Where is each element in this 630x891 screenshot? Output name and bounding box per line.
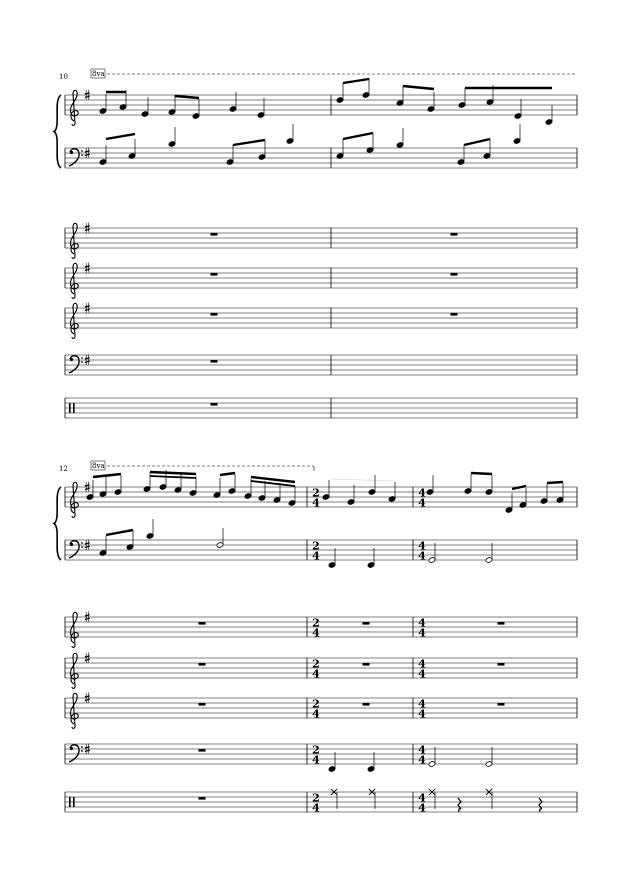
treble-clef-icon <box>71 653 79 688</box>
whole-rest-icon <box>211 313 218 316</box>
note-head <box>99 536 107 556</box>
bass-clef-icon <box>69 356 83 373</box>
time-signature-denominator: 4 <box>312 496 320 510</box>
staff-2 <box>65 148 577 169</box>
beam <box>220 473 235 475</box>
whole-rest-icon <box>363 703 370 706</box>
whole-rest-icon <box>498 703 505 706</box>
time-signature-numerator: 4 <box>418 743 426 757</box>
note-head <box>519 488 527 508</box>
whole-rest-icon <box>451 273 458 276</box>
beam <box>471 473 492 474</box>
note-head <box>367 752 375 772</box>
time-signature-numerator: 2 <box>312 616 320 630</box>
ottava-label: 8va <box>92 70 105 78</box>
treble-clef-icon <box>71 693 79 728</box>
note-head <box>228 474 236 494</box>
beam <box>93 474 121 477</box>
treble-clef-icon <box>71 482 79 517</box>
piano-rh-notes <box>99 78 553 125</box>
time-signature-denominator: 4 <box>312 801 320 815</box>
note-head <box>146 519 154 539</box>
staff-3 <box>65 612 577 648</box>
time-signature-numerator: 2 <box>312 791 320 805</box>
whole-rest-icon <box>451 313 458 316</box>
note-head <box>513 124 521 144</box>
percussion-notes <box>331 789 542 812</box>
whole-rest-icon <box>211 360 218 363</box>
whole-rest-icon <box>451 233 458 236</box>
whole-rest-icon <box>199 703 206 706</box>
staff-5 <box>65 693 577 729</box>
whole-rest-icon <box>363 663 370 666</box>
time-signature-numerator: 4 <box>418 486 426 500</box>
time-signature-denominator: 4 <box>418 549 426 563</box>
staff-1 <box>65 90 577 126</box>
beam <box>343 79 369 83</box>
staff-4 <box>65 653 577 689</box>
note-head <box>174 473 182 493</box>
note-head <box>505 493 513 513</box>
note-head <box>368 475 376 495</box>
bass-clef-icon <box>69 745 83 762</box>
staff-6 <box>65 355 577 376</box>
note-head <box>99 94 107 114</box>
staff-1 <box>65 482 577 518</box>
note-head <box>86 480 94 500</box>
note-head <box>128 139 136 159</box>
ottava-mark <box>91 461 314 471</box>
piano-lh-notes <box>99 124 521 165</box>
piano-lh-notes <box>99 519 493 568</box>
beam <box>106 134 135 139</box>
time-signature-denominator: 4 <box>418 626 426 640</box>
note-head <box>114 475 122 495</box>
note-head <box>428 543 436 563</box>
beam <box>175 96 199 98</box>
beam <box>150 476 196 478</box>
note-head <box>168 127 176 147</box>
time-signature-numerator: 4 <box>418 791 426 805</box>
time-signature-denominator: 4 <box>312 667 320 681</box>
beam <box>512 486 526 489</box>
time-signature-numerator: 4 <box>418 539 426 553</box>
note-head <box>458 88 466 108</box>
note-head <box>556 483 564 503</box>
beam <box>403 86 434 89</box>
staff-3 <box>65 223 577 259</box>
note-head <box>426 475 434 495</box>
whole-rest-icon <box>211 273 218 276</box>
note-head <box>328 752 336 772</box>
whole-rest-icon <box>498 622 505 625</box>
ottava-label: 8va <box>92 462 105 470</box>
note-head <box>189 476 197 496</box>
measure-number: 10 <box>59 73 68 81</box>
note-head <box>336 83 344 103</box>
time-signature-denominator: 4 <box>312 753 320 767</box>
treble-clef-icon <box>71 90 79 125</box>
treble-clef-icon <box>71 263 79 298</box>
staff-6 <box>65 744 577 767</box>
time-signature-denominator: 4 <box>418 496 426 510</box>
beam <box>343 133 373 139</box>
note-head <box>143 472 151 492</box>
time-signature-numerator: 2 <box>312 539 320 553</box>
time-signature-numerator: 2 <box>312 743 320 757</box>
beam <box>233 140 265 145</box>
note-head <box>213 478 221 498</box>
staff-4 <box>65 263 577 299</box>
note-head <box>464 474 472 494</box>
staff-7 <box>65 398 577 418</box>
note-head <box>244 479 252 499</box>
note-head <box>273 483 281 503</box>
time-signature-numerator: 2 <box>312 697 320 711</box>
note-head <box>192 99 200 119</box>
note-head <box>258 481 266 501</box>
system-2 <box>54 461 577 815</box>
whole-rest-icon <box>211 403 218 406</box>
treble-clef-icon <box>71 303 79 338</box>
quarter-rest-icon <box>539 798 542 812</box>
time-signature-denominator: 4 <box>418 753 426 767</box>
whole-rest-icon <box>199 797 206 800</box>
note-head <box>288 486 296 506</box>
whole-rest-icon <box>199 622 206 625</box>
staff-5 <box>65 303 577 339</box>
treble-clef-icon <box>71 223 79 258</box>
note-head <box>286 124 294 144</box>
note-head <box>485 543 493 563</box>
staff-2 <box>65 540 577 563</box>
time-signature-numerator: 4 <box>418 616 426 630</box>
whole-rest-icon <box>363 622 370 625</box>
staff-7 <box>65 792 577 815</box>
note-head <box>258 140 266 160</box>
note-head <box>514 99 522 119</box>
measure-number: 12 <box>59 465 68 473</box>
note-head <box>336 139 344 159</box>
time-signature-numerator: 2 <box>312 486 320 500</box>
note-head <box>396 86 404 106</box>
beam <box>547 482 563 483</box>
time-signature-denominator: 4 <box>418 801 426 815</box>
beam <box>150 472 196 474</box>
time-signature-numerator: 4 <box>418 657 426 671</box>
note-head <box>257 98 265 118</box>
beam <box>329 479 395 481</box>
note-head <box>428 747 436 767</box>
time-signature-denominator: 4 <box>312 707 320 721</box>
whole-rest-icon <box>199 749 206 752</box>
note-head <box>367 548 375 568</box>
whole-rest-icon <box>199 663 206 666</box>
note-head <box>483 139 491 159</box>
ottava-mark <box>91 69 577 78</box>
beam <box>106 530 133 535</box>
bass-part-notes <box>328 747 493 772</box>
bass-clef-icon <box>69 149 83 166</box>
beam <box>464 139 490 145</box>
time-signature-denominator: 4 <box>418 707 426 721</box>
note-head <box>347 485 355 505</box>
time-signature-numerator: 2 <box>312 657 320 671</box>
note-head <box>216 528 224 548</box>
note-head <box>396 128 404 148</box>
treble-clef-icon <box>71 612 79 647</box>
note-head <box>485 475 493 495</box>
piano-brace <box>54 95 61 168</box>
system-1 <box>54 69 577 418</box>
whole-rest-icon <box>498 663 505 666</box>
quarter-rest-icon <box>458 798 461 812</box>
time-signature-numerator: 4 <box>418 697 426 711</box>
time-signature-denominator: 4 <box>312 549 320 563</box>
piano-brace <box>54 487 61 560</box>
note-head <box>322 480 330 500</box>
note-head <box>366 133 374 153</box>
whole-rest-icon <box>211 233 218 236</box>
note-head <box>485 747 493 767</box>
time-signature-denominator: 4 <box>312 626 320 640</box>
time-signature-denominator: 4 <box>418 667 426 681</box>
note-head <box>328 548 336 568</box>
bass-clef-icon <box>69 541 83 558</box>
